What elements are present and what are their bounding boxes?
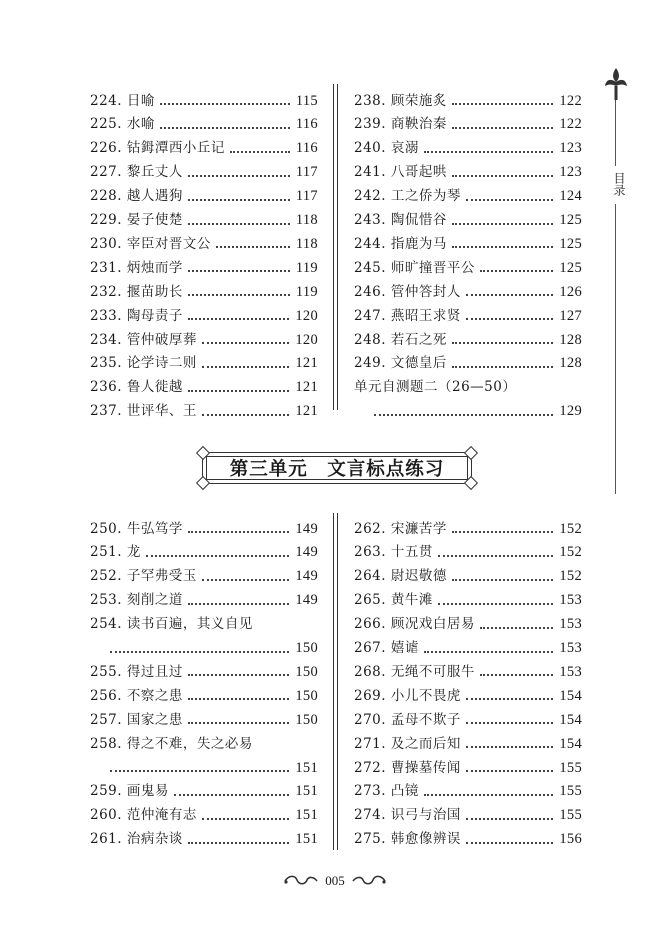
toc-entry[interactable] (90, 825, 318, 847)
toc-entry[interactable] (354, 86, 582, 108)
toc-entry-page: 154 (559, 735, 582, 752)
dot-leader (188, 842, 289, 844)
toc-entry-page: 153 (559, 616, 582, 633)
column-divider-bottom (333, 513, 334, 850)
toc-entry-page: 156 (559, 831, 582, 848)
toc-entry-title: 273. 凸镜 (354, 783, 419, 800)
toc-entry-title: 234. 管仲破厚葬 (90, 331, 197, 348)
toc-entry[interactable] (90, 801, 318, 823)
dot-leader (452, 579, 553, 581)
toc-entry-page: 121 (295, 379, 318, 396)
toc-entry[interactable] (354, 729, 582, 751)
toc-entry-title: 262. 宋濂苦学 (354, 520, 447, 537)
toc-entry-page: 125 (559, 259, 582, 276)
toc-entry-title: 243. 陶侃惜谷 (354, 212, 447, 228)
toc-entry[interactable] (354, 158, 582, 180)
toc-entry-page: 153 (559, 640, 582, 656)
dot-leader (202, 342, 289, 344)
toc-entry-page: 118 (295, 212, 318, 228)
toc-entry-page: 120 (295, 331, 318, 348)
dot-leader (188, 722, 289, 724)
dot-leader (480, 627, 553, 629)
toc-entry[interactable] (90, 729, 318, 751)
toc-entry[interactable] (354, 610, 582, 632)
toc-entry-title: 251. 龙 (90, 544, 141, 561)
toc-entry[interactable] (354, 206, 582, 228)
toc-entry-title: 257. 国家之患 (90, 711, 183, 728)
toc-entry-title: 252. 子罕弗受玉 (90, 568, 197, 585)
toc-entry-page: 150 (295, 687, 318, 704)
toc-entry-title: 250. 牛弘笃学 (90, 520, 183, 537)
toc-entry[interactable] (90, 349, 318, 371)
toc-entry[interactable] (90, 397, 318, 419)
toc-entry-title: 263. 十五贯 (354, 544, 433, 561)
toc-entry-page: 122 (559, 92, 582, 109)
toc-entry-page: 150 (295, 663, 318, 680)
toc-entry-page: 154 (559, 687, 582, 704)
dot-leader (216, 246, 290, 248)
dot-leader (424, 794, 553, 796)
toc-entry-page: 152 (559, 544, 582, 561)
dot-leader (438, 603, 553, 605)
column-divider-top (333, 84, 334, 410)
dot-leader (452, 175, 553, 177)
toc-entry-title: 249. 文德皇后 (354, 355, 447, 372)
dot-leader (452, 223, 553, 225)
toc-entry-page: 117 (295, 164, 318, 181)
toc-entry-page: 121 (295, 403, 318, 420)
toc-entry-page: 116 (295, 116, 318, 133)
toc-entry-page: 152 (559, 520, 582, 537)
toc-entry-page: 127 (559, 307, 582, 324)
toc-entry[interactable] (90, 657, 318, 679)
dot-leader (174, 794, 289, 796)
toc-entry-page: 151 (295, 759, 318, 776)
toc-entry[interactable] (354, 681, 582, 703)
toc-entry[interactable] (90, 514, 318, 536)
toc-entry-page: 153 (559, 663, 582, 680)
toc-entry[interactable] (90, 705, 318, 727)
toc-entry[interactable] (90, 586, 318, 608)
toc-entry-title: 255. 得过且过 (90, 663, 183, 680)
toc-entry[interactable] (354, 634, 582, 656)
dot-leader (110, 651, 289, 653)
toc-entry-title: 233. 陶母责子 (90, 307, 183, 324)
toc-entry-page: 125 (559, 235, 582, 252)
toc-entry-title: 259. 画鬼易 (90, 783, 169, 800)
toc-entry-title: 274. 识弓与治国 (354, 807, 461, 824)
dot-leader (202, 579, 289, 581)
toc-entry-page: 115 (295, 92, 318, 109)
toc-entry-title: 269. 小儿不畏虎 (354, 687, 461, 704)
dot-leader (188, 390, 289, 392)
dot-leader (160, 127, 290, 129)
toc-entry-title: 236. 鲁人徙越 (90, 379, 183, 396)
toc-entry-title: 242. 工之侨为琴 (354, 188, 461, 205)
scroll-flourish-icon-right (351, 874, 387, 888)
dot-leader (202, 366, 289, 368)
toc-entry-page: 126 (559, 283, 582, 300)
toc-entry[interactable] (90, 158, 318, 180)
toc-entry[interactable] (90, 777, 318, 799)
dot-leader (160, 103, 290, 105)
toc-entry[interactable] (90, 182, 318, 204)
toc-entry-page: 155 (559, 807, 582, 824)
toc-entry[interactable] (354, 562, 582, 584)
toc-entry[interactable] (354, 777, 582, 799)
dot-leader (466, 770, 553, 772)
toc-entry[interactable] (354, 538, 582, 560)
dot-leader (424, 651, 553, 653)
toc-entry-title: 258. 得之不难，失之必易 (90, 735, 253, 752)
toc-entry[interactable] (354, 825, 582, 847)
dot-leader (110, 770, 289, 772)
toc-entry-title: 224. 日喻 (90, 92, 155, 109)
toc-entry[interactable] (90, 681, 318, 703)
toc-entry-title: 245. 师旷撞晋平公 (354, 259, 475, 276)
toc-entry[interactable] (354, 801, 582, 823)
toc-entry[interactable] (90, 110, 318, 132)
toc-entry-page: 121 (295, 355, 318, 372)
toc-entry[interactable] (90, 86, 318, 108)
toc-entry-title: 230. 宰臣对晋文公 (90, 235, 211, 252)
fleur-finial-icon (602, 66, 630, 100)
toc-entry-title: 226. 钴鉧潭西小丘记 (90, 140, 225, 157)
toc-entry[interactable] (90, 325, 318, 347)
toc-entry-page: 124 (559, 188, 582, 205)
toc-entry-page: 128 (559, 355, 582, 372)
toc-entry[interactable] (90, 610, 318, 632)
dot-leader (438, 555, 553, 557)
toc-entry-page: 116 (295, 140, 318, 157)
dot-leader (452, 103, 553, 105)
toc-entry-title: 227. 黎丘丈人 (90, 164, 183, 181)
toc-entry-title: 260. 范仲淹有志 (90, 807, 197, 824)
dot-leader (466, 842, 553, 844)
toc-entry-title: 271. 及之而后知 (354, 735, 461, 752)
toc-entry-continuation[interactable] (90, 634, 318, 656)
side-rule-bottom (615, 204, 616, 494)
toc-entry-title: 266. 顾况戏白居易 (354, 616, 475, 633)
toc-entry[interactable] (90, 373, 318, 395)
toc-entry[interactable] (354, 301, 582, 323)
toc-entry-title: 240. 哀溺 (354, 140, 419, 157)
side-label: 目录 (612, 172, 626, 196)
toc-entry[interactable] (354, 182, 582, 204)
toc-entry-title: 229. 晏子使楚 (90, 212, 183, 228)
toc-entry-page: 129 (559, 403, 582, 420)
toc-entry-page: 117 (295, 188, 318, 205)
toc-entry-title: 228. 越人遇狗 (90, 188, 183, 205)
toc-entry-title: 单元自测题二（26—50） (354, 379, 517, 396)
toc-entry-title: 268. 无绳不可服牛 (354, 663, 475, 680)
toc-entry[interactable] (354, 110, 582, 132)
dot-leader (202, 414, 289, 416)
toc-entry-page: 150 (295, 711, 318, 728)
toc-entry[interactable] (354, 586, 582, 608)
toc-entry-page: 150 (295, 640, 318, 657)
toc-entry-page: 151 (295, 831, 318, 848)
toc-entry-title: 261. 治病杂谈 (90, 831, 183, 848)
toc-entry-title: 235. 论学诗二则 (90, 355, 197, 372)
dot-leader (188, 270, 290, 272)
toc-entry-title: 232. 揠苗助长 (90, 283, 183, 300)
dot-leader (188, 294, 290, 296)
toc-entry-page: 118 (295, 235, 318, 252)
toc-entry[interactable] (354, 134, 582, 156)
toc-entry[interactable] (354, 349, 582, 371)
toc-entry[interactable] (354, 277, 582, 299)
toc-entry-page: 149 (295, 592, 318, 609)
toc-entry-title: 247. 燕昭王求贤 (354, 307, 461, 324)
toc-entry-title: 264. 尉迟敬德 (354, 568, 447, 585)
toc-entry[interactable] (90, 562, 318, 584)
dot-leader (466, 722, 553, 724)
toc-entry-title: 237. 世评华、王 (90, 403, 197, 420)
toc-entry[interactable] (90, 538, 318, 560)
toc-entry-title: 244. 指鹿为马 (354, 235, 447, 252)
toc-entry-title: 265. 黄牛滩 (354, 592, 433, 609)
toc-entry-page: 119 (295, 283, 318, 300)
toc-entry-page: 155 (559, 759, 582, 776)
toc-entry-page: 149 (295, 568, 318, 585)
dot-leader (374, 414, 553, 416)
toc-entry[interactable] (354, 657, 582, 679)
toc-entry-page: 152 (559, 568, 582, 585)
toc-entry[interactable] (354, 705, 582, 727)
section-banner (202, 452, 472, 484)
toc-entry-page: 151 (295, 807, 318, 824)
toc-entry[interactable] (354, 253, 582, 275)
dot-leader (466, 818, 553, 820)
dot-leader (188, 531, 289, 533)
dot-leader (230, 151, 290, 153)
dot-leader (452, 127, 553, 129)
dot-leader (188, 698, 289, 700)
dot-leader (188, 223, 290, 225)
toc-entry[interactable] (354, 753, 582, 775)
dot-leader (466, 698, 553, 700)
column-divider-top-inner (337, 84, 338, 410)
toc-entry-title: 248. 若石之死 (354, 331, 447, 348)
dot-leader (452, 342, 553, 344)
toc-entry-title: 275. 韩愈像辨误 (354, 831, 461, 848)
toc-entry-title: 272. 曹操墓传闻 (354, 759, 461, 776)
toc-entry-page: 153 (559, 592, 582, 609)
dot-leader (480, 674, 553, 676)
dot-leader (466, 746, 553, 748)
dot-leader (188, 674, 289, 676)
toc-entry-page: 123 (559, 164, 582, 181)
toc-entry-title: 239. 商鞅治秦 (354, 116, 447, 133)
dot-leader (480, 270, 553, 272)
dot-leader (466, 199, 553, 201)
toc-entry-page: 123 (559, 140, 582, 157)
toc-entry-page: 149 (295, 544, 318, 561)
dot-leader (424, 151, 553, 153)
toc-entry[interactable] (90, 134, 318, 156)
toc-entry[interactable] (90, 206, 318, 228)
toc-entry-continuation[interactable] (354, 397, 582, 419)
toc-entry[interactable] (354, 229, 582, 251)
toc-entry-title: 270. 孟母不欺子 (354, 711, 461, 728)
toc-entry[interactable] (354, 514, 582, 536)
toc-entry[interactable] (90, 301, 318, 323)
dot-leader (452, 366, 553, 368)
dot-leader (466, 318, 553, 320)
toc-entry-title: 225. 水喻 (90, 116, 155, 133)
toc-entry-page: 128 (559, 331, 582, 348)
toc-entry[interactable] (90, 253, 318, 275)
toc-entry-page: 122 (559, 116, 582, 133)
section-title: 第三单元 文言标点练习 (206, 456, 468, 480)
toc-entry[interactable] (90, 229, 318, 251)
dot-leader (188, 175, 290, 177)
toc-entry-title: 267. 嬉谑 (354, 640, 419, 656)
toc-entry-page: 154 (559, 711, 582, 728)
dot-leader (202, 818, 289, 820)
toc-entry-page: 125 (559, 212, 582, 228)
toc-entry-title: 256. 不察之患 (90, 687, 183, 704)
toc-entry[interactable] (354, 325, 582, 347)
dot-leader (466, 294, 553, 296)
dot-leader (188, 318, 289, 320)
toc-entry-title: 241. 八哥起哄 (354, 164, 447, 181)
page-number: 005 (325, 873, 345, 888)
toc-entry-title: 231. 炳烛而学 (90, 259, 183, 276)
dot-leader (188, 199, 290, 201)
dot-leader (146, 555, 289, 557)
dot-leader (452, 246, 553, 248)
toc-entry-continuation[interactable] (90, 753, 318, 775)
toc-entry-page: 151 (295, 783, 318, 800)
dot-leader (452, 531, 553, 533)
side-rule-top (615, 100, 616, 166)
toc-entry[interactable] (90, 277, 318, 299)
scroll-flourish-icon (283, 874, 319, 888)
page-footer (280, 873, 390, 889)
toc-entry[interactable] (354, 373, 582, 395)
toc-entry-title: 238. 顾荣施炙 (354, 92, 447, 109)
dot-leader (188, 603, 289, 605)
toc-entry-title: 253. 刻削之道 (90, 592, 183, 609)
toc-entry-page: 119 (295, 259, 318, 276)
toc-entry-title: 246. 管仲答封人 (354, 283, 461, 300)
toc-entry-title: 254. 读书百遍，其义自见 (90, 616, 253, 633)
toc-entry-page: 155 (559, 783, 582, 800)
toc-entry-page: 120 (295, 307, 318, 324)
toc-entry-page: 149 (295, 520, 318, 537)
column-divider-bottom-inner (337, 513, 338, 850)
